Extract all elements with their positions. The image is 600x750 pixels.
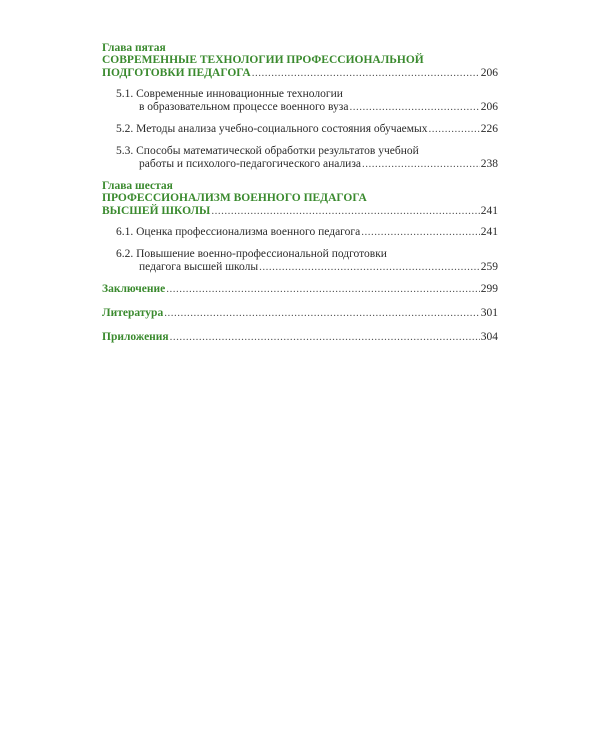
leader-dots: [252, 67, 480, 80]
section-title-continued: в образовательном процессе военного вуза: [139, 101, 349, 113]
toc-conclusion: [102, 283, 498, 296]
chapter-title-line: ВЫСШЕЙ ШКОЛЫ: [102, 205, 211, 217]
leader-dots: [211, 205, 479, 218]
leader-dots: [164, 307, 480, 320]
toc-literature: [102, 307, 498, 320]
page-number: 206: [480, 101, 498, 113]
chapter-5: [102, 42, 498, 80]
section-continuation-row: [116, 158, 498, 171]
chapter-label: Глава шестая: [102, 180, 173, 192]
section-title: 5.2. Методы анализа учебно-социального состояния обучаемых: [116, 123, 428, 135]
chapter-title-row: [102, 205, 498, 218]
leader-dots: [362, 158, 480, 171]
section-continuation-row: [116, 261, 498, 274]
chapter-title-line: ПОДГОТОВКИ ПЕДАГОГА: [102, 67, 251, 79]
backmatter-label: Заключение: [102, 283, 166, 295]
leader-dots: [259, 261, 480, 274]
leader-dots: [166, 283, 480, 296]
page-number: 241: [480, 205, 498, 217]
chapter-title-line: СОВРЕМЕННЫЕ ТЕХНОЛОГИИ ПРОФЕССИОНАЛЬНОЙ: [102, 54, 424, 66]
section-row: [116, 226, 498, 239]
toc-section-5-1: [116, 88, 498, 114]
table-of-contents: [102, 42, 498, 355]
leader-dots: [361, 226, 480, 239]
section-title: 6.2. Повышение военно-профессиональной подготовки: [116, 248, 387, 260]
toc-section-5-3: [116, 145, 498, 171]
page-number: 206: [480, 67, 498, 79]
toc-section-6-1: [116, 226, 498, 239]
toc-section-6-2: [116, 248, 498, 274]
leader-dots: [429, 123, 480, 136]
page-number: 241: [480, 226, 498, 238]
section-title: 5.3. Способы математической обработки результатов учебной: [116, 145, 419, 157]
chapter-title-line: ПРОФЕССИОНАЛИЗМ ВОЕННОГО ПЕДАГОГА: [102, 192, 367, 204]
section-title: 6.1. Оценка профессионализма военного педагога: [116, 226, 361, 238]
backmatter-label: Приложения: [102, 331, 169, 343]
leader-dots: [170, 331, 480, 344]
section-title-continued: работы и психолого-педагогического анализа: [139, 158, 361, 170]
toc-section-5-2: [116, 123, 498, 136]
page-number: 304: [480, 331, 498, 343]
backmatter-label: Литература: [102, 307, 164, 319]
page-number: 301: [480, 307, 498, 319]
page-number: 238: [480, 158, 498, 170]
section-title-continued: педагога высшей школы: [139, 261, 259, 273]
section-row: [116, 123, 498, 136]
chapter-6: [102, 180, 498, 218]
page-number: 299: [480, 283, 498, 295]
chapter-title-row: [102, 67, 498, 80]
section-title: 5.1. Современные инновационные технологии: [116, 88, 343, 100]
section-continuation-row: [116, 101, 498, 114]
leader-dots: [349, 101, 479, 114]
toc-appendices: [102, 331, 498, 344]
page-number: 259: [480, 261, 498, 273]
chapter-label: Глава пятая: [102, 42, 166, 54]
page-number: 226: [480, 123, 498, 135]
